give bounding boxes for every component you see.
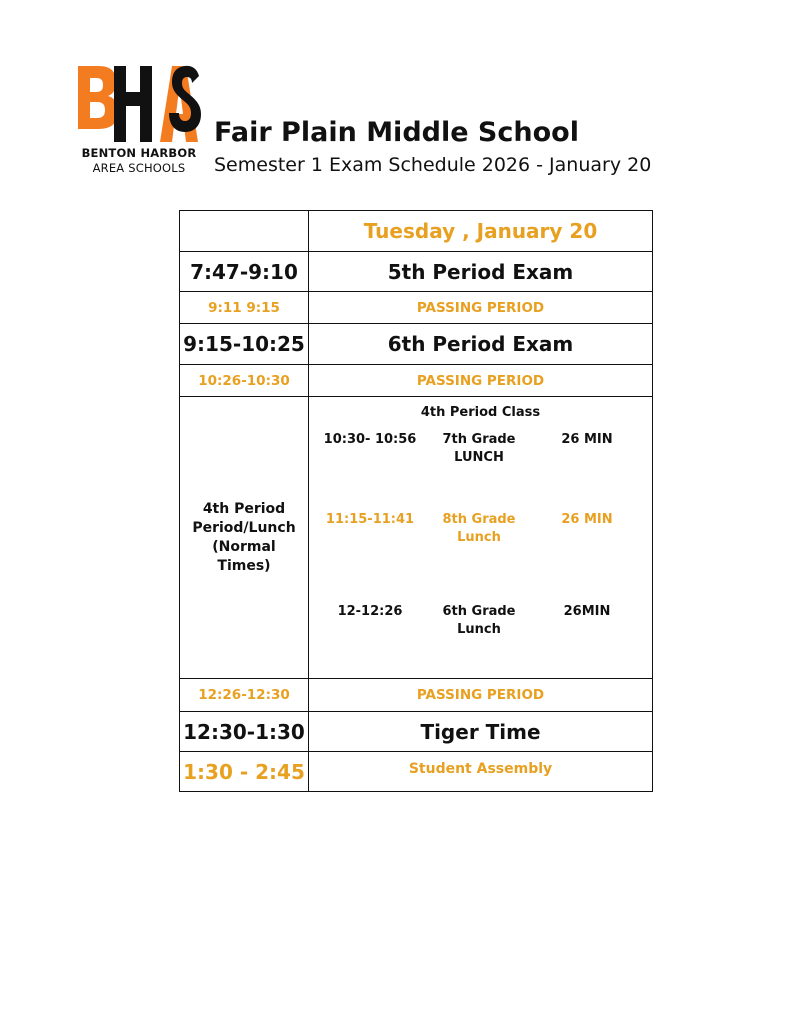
table-row (180, 324, 653, 365)
lunch-slot-grade-line: 6th Grade (442, 604, 516, 619)
lunch-slot-grade (429, 511, 529, 547)
time-cell: 12:26-12:30 (180, 679, 309, 712)
lunch-slot-duration: 26 MIN (561, 512, 613, 527)
activity-cell: 6th Period Exam (309, 324, 653, 365)
page-title: Fair Plain Middle School (214, 117, 579, 148)
lunch-label-line: Period/Lunch (192, 519, 296, 536)
activity-cell: Student Assembly (309, 752, 653, 792)
table-row (180, 365, 653, 397)
logo-letter-b (78, 66, 118, 129)
activity-cell: Tiger Time (309, 712, 653, 752)
logo-line-1: BENTON HARBOR (81, 146, 197, 160)
lunch-schedule-cell (309, 397, 653, 679)
bhas-logo-mark (76, 64, 202, 144)
lunch-slot-grade-line: 8th Grade (442, 512, 516, 527)
lunch-slot-grade (429, 431, 529, 467)
lunch-label-line: (Normal (212, 538, 276, 555)
empty-header-cell (180, 211, 309, 252)
lunch-label-line: 4th Period (202, 500, 286, 517)
activity-cell: PASSING PERIOD (309, 292, 653, 324)
time-cell: 10:26-10:30 (180, 365, 309, 397)
table-row (180, 712, 653, 752)
activity-cell: 5th Period Exam (309, 252, 653, 292)
time-cell: 9:11 9:15 (180, 292, 309, 324)
logo-letter-h (114, 66, 152, 142)
lunch-slot-grade-line: LUNCH (454, 450, 504, 465)
time-cell: 7:47-9:10 (180, 252, 309, 292)
lunch-slot-grade (429, 603, 529, 639)
exam-schedule-table (179, 210, 653, 792)
day-heading: Tuesday , January 20 (309, 211, 653, 252)
table-row (180, 752, 653, 792)
lunch-slot-grade-line: Lunch (457, 622, 501, 637)
lunch-label-line: Times) (217, 557, 271, 574)
table-row (180, 252, 653, 292)
activity-cell: PASSING PERIOD (309, 365, 653, 397)
lunch-slot-duration: 26MIN (563, 604, 611, 619)
lunch-slot-time: 10:30- 10:56 (323, 432, 417, 447)
table-header-row (180, 211, 653, 252)
time-cell: 9:15-10:25 (180, 324, 309, 365)
lunch-period-label (180, 397, 309, 679)
lunch-slot-time: 12-12:26 (337, 604, 403, 619)
district-logo (74, 64, 204, 176)
activity-cell: PASSING PERIOD (309, 679, 653, 712)
lunch-slot-grade-line: 7th Grade (442, 432, 516, 447)
lunch-slot-duration: 26 MIN (561, 432, 613, 447)
table-row (180, 292, 653, 324)
time-cell: 12:30-1:30 (180, 712, 309, 752)
lunch-title: 4th Period Class (420, 405, 541, 420)
page-subtitle: Semester 1 Exam Schedule 2026 - January 20 (214, 154, 652, 176)
time-cell: 1:30 - 2:45 (180, 752, 309, 792)
lunch-slot-grade-line: Lunch (457, 530, 501, 545)
table-row (180, 679, 653, 712)
logo-line-2: AREA SCHOOLS (92, 161, 186, 175)
lunch-slot-time: 11:15-11:41 (325, 512, 415, 527)
lunch-row (180, 397, 653, 679)
